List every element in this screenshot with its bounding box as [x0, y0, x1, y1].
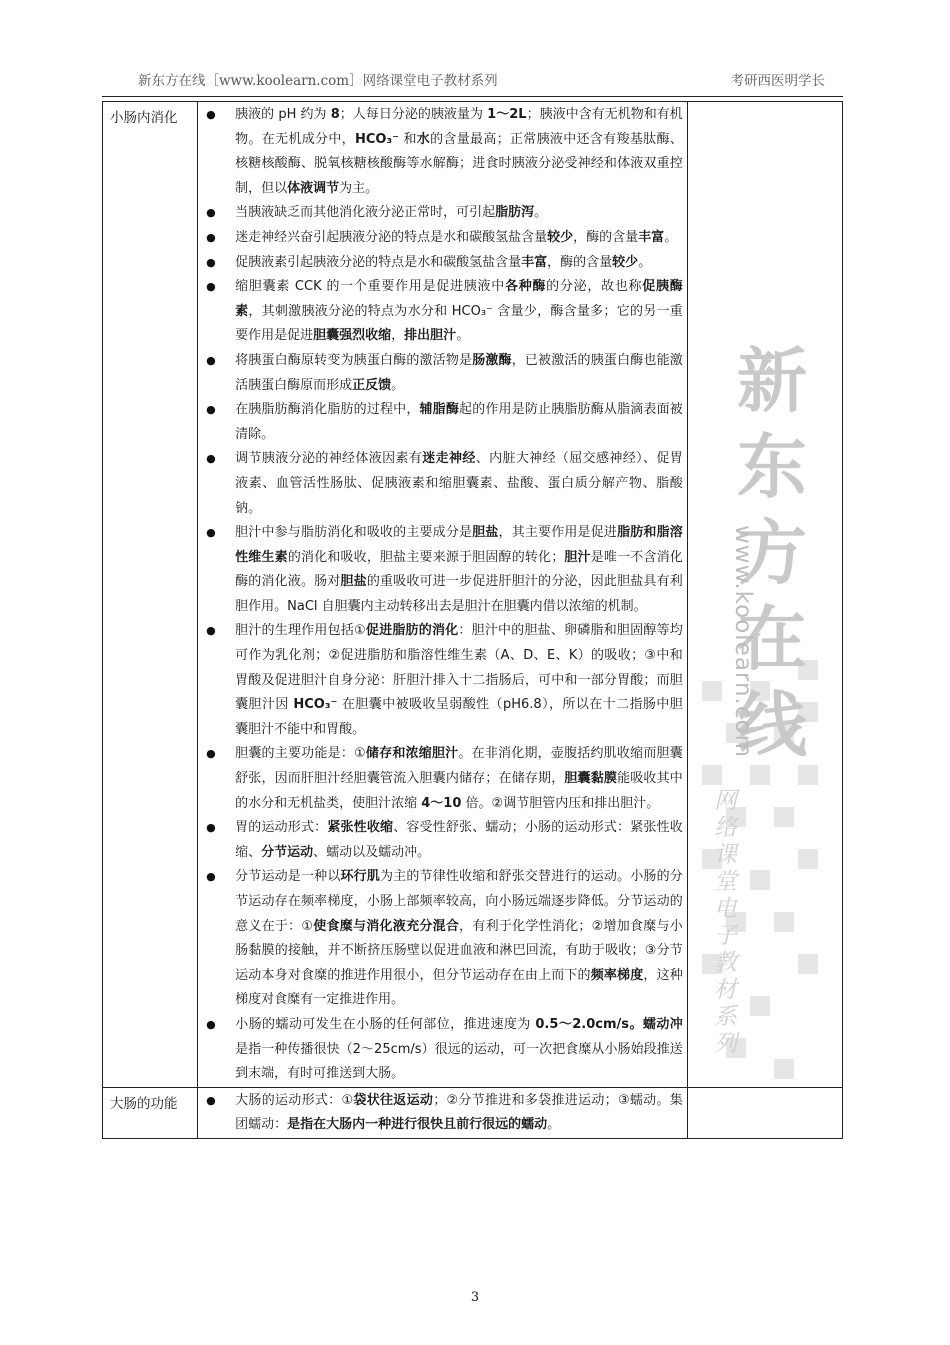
checker-square	[774, 807, 794, 827]
watermark-url: www.koolearn.com	[730, 525, 756, 758]
bullet-point	[198, 349, 683, 398]
emphasis-text: 体液调节	[287, 180, 340, 196]
bullet-point	[198, 1013, 683, 1087]
bullet-point	[198, 619, 683, 742]
bullet-point	[198, 816, 683, 865]
checker-square	[750, 870, 770, 890]
text-run: 大肠的运动形式：①	[235, 1092, 354, 1108]
text-run: ，酶的含量	[547, 254, 613, 270]
emphasis-text: 8	[330, 107, 340, 122]
emphasis-text: 各种酶	[504, 279, 547, 295]
text-run: 的重吸收可进一步促进肝胆汁的分泌，因此胆盐具有利胆作用。NaCl 自胆囊内主动转移出去是胆汁在胆囊内借以浓缩的机制。	[235, 574, 683, 614]
emphasis-text: 丰富	[521, 254, 548, 270]
bullet-list	[198, 102, 687, 1087]
emphasis-text: 胆汁	[564, 549, 591, 565]
text-run: 调节胰液分泌的神经体液因素有	[235, 451, 423, 467]
text-run: ，已被激活的胰蛋白酶也能激活胰蛋白酶原而形成	[235, 352, 683, 393]
bullet-point	[198, 251, 683, 276]
text-run: ，这种梯度对食糜有一定推进作用。	[235, 967, 683, 1008]
emphasis-text: 促进脂肪的消化	[365, 623, 459, 639]
bullet-point	[198, 742, 683, 816]
text-run: 的分泌，故也称	[546, 279, 643, 295]
text-run: 。	[638, 254, 652, 270]
emphasis-text: 是指在大肠内一种进行很快且前行很远的蠕动	[287, 1117, 548, 1133]
section-title: 大肠的功能	[110, 1095, 178, 1112]
text-run: ：胆汁中的胆盐、卵磷脂和胆固醇等均可作为乳化剂；②促进脂肪和脂溶性维生素（A、D、E、K）的吸收；③中和胃酸及促进胆汁自身分泌：肝胆汁排入十二指肠后，可中和一部分胃酸；而胆囊胆汁因	[235, 623, 683, 713]
text-run: 。	[534, 205, 548, 221]
checker-square	[750, 996, 770, 1016]
page-header	[102, 66, 843, 97]
emphasis-text: 频率梯度	[590, 967, 644, 983]
checker-square	[798, 849, 818, 869]
bullet-point	[198, 275, 683, 349]
checker-square	[774, 912, 794, 932]
text-run: ；人每日分泌的胰液量为	[339, 107, 488, 122]
text-run: ，	[391, 328, 405, 344]
emphasis-text: 脂肪和脂溶性维生素	[235, 525, 683, 565]
section-row	[103, 1087, 843, 1138]
text-run: 胆汁的生理作用包括①	[235, 623, 366, 639]
text-run: 。	[664, 229, 678, 245]
text-run: 为主。	[339, 180, 379, 196]
text-run: 是唯一不含消化酶的消化液。肠对	[235, 549, 683, 590]
text-run: 胰液的 pH 约为	[235, 107, 331, 122]
watermark-series: 网络课堂电子教材系列	[710, 788, 736, 1058]
emphasis-text: 迷走神经	[422, 451, 476, 467]
text-run: 的含量最高；正常胰液中还含有羧基肽酶、核糖核酸酶、脱氧核糖核酸酶等水解酶；进食时胰液分泌受神经和体液双重控制，但以	[235, 131, 683, 196]
text-run: 。	[456, 328, 470, 344]
emphasis-text: 丰富	[638, 229, 665, 245]
text-run: ，其刺激胰液分泌的特点为水分和 HCO₃⁻ 含量少，酶含量多；它的另一重要作用是促进	[235, 303, 683, 344]
emphasis-text: 正反馈	[352, 377, 392, 393]
emphasis-text: 脂肪泻	[495, 205, 535, 221]
text-run: ；②分节推进和多袋推进运动；③蠕动。集团蠕动：	[235, 1092, 683, 1133]
emphasis-text: 促胰酶素	[235, 279, 683, 319]
text-run: 和	[399, 131, 417, 147]
emphasis-text: 辅脂酶	[419, 402, 460, 418]
emphasis-text: 环行肌	[340, 869, 381, 885]
bullet-point	[198, 447, 683, 521]
emphasis-text: 紧张性收缩	[327, 820, 394, 836]
text-run: ，其主要作用是促进	[498, 525, 618, 541]
checker-square	[798, 765, 818, 785]
emphasis-text: 较少	[547, 229, 574, 245]
header-series-title: 新东方在线［www.koolearn.com］网络课堂电子教材系列	[138, 73, 498, 89]
header-author: 考研西医明学长	[730, 73, 825, 89]
text-run: 倍。②调节胆管内压和排出胆汁。	[461, 795, 660, 811]
checker-square	[774, 1059, 794, 1079]
emphasis-text: 0.5～2.0cm/s。蠕动冲	[535, 1016, 683, 1032]
bullet-point	[198, 865, 683, 1013]
text-run: ；胰液中含有无机物和有机物。在无机成分中，	[235, 107, 683, 147]
bullet-point	[198, 398, 683, 447]
bullet-list	[198, 1088, 687, 1138]
emphasis-text: 使食糜与消化液充分混合	[313, 918, 460, 934]
text-run: 能吸收其中的水分和无机盐类，使胆汁浓缩	[235, 771, 683, 811]
emphasis-text: 水	[416, 131, 431, 147]
text-run: 。	[547, 1117, 561, 1133]
emphasis-text: 4～10	[421, 795, 462, 811]
text-run: 将胰蛋白酶原转变为胰蛋白酶的激活物是	[235, 352, 473, 368]
text-run: 起的作用是防止胰脂肪酶从脂滴表面被清除。	[235, 402, 683, 442]
emphasis-text: 胆盐	[340, 574, 367, 590]
emphasis-text: 储存和浓缩胆汁	[365, 746, 459, 762]
text-run: 是指一种传播很快（2～25cm/s）很远的运动，可一次把食糜从小肠始段推送到末端，有时可推送到大肠。	[235, 1041, 683, 1082]
text-run: 。	[391, 377, 405, 393]
emphasis-text: 袋状往返运动	[353, 1092, 434, 1108]
text-run: 迷走神经兴奋引起胰液分泌的特点是水和碳酸氢盐含量	[235, 229, 548, 245]
emphasis-text: HCO₃⁻	[354, 131, 399, 147]
bullet-point	[198, 521, 683, 619]
emphasis-text: 分节运动	[261, 844, 314, 860]
emphasis-text: 肠激酶	[472, 352, 512, 368]
text-run: 当胰液缺乏而其他消化液分泌正常时，可引起	[235, 205, 496, 221]
bullet-point	[198, 1089, 683, 1138]
section-topic-cell	[103, 1087, 198, 1138]
text-run: 的消化和吸收，胆盐主要来源于胆固醇的转化；	[287, 549, 565, 565]
text-run: 胆囊的主要功能是：①	[235, 746, 366, 762]
section-topic-cell	[103, 102, 198, 1088]
emphasis-text: 胆囊强烈收缩	[313, 328, 392, 344]
emphasis-text: 较少	[612, 254, 639, 270]
emphasis-text: 胆盐	[472, 525, 499, 541]
emphasis-text: 胆囊黏膜	[564, 771, 618, 787]
text-run: 促胰液素引起胰液分泌的特点是水和碳酸氢盐含量	[235, 254, 522, 270]
text-run: ，酶的含量	[573, 229, 639, 245]
bullet-point	[198, 201, 683, 226]
text-run: ，有利于化学性消化；②增加食糜与小肠黏膜的接触，并不断挤压肠壁以促进血液和淋巴回流，有助于吸收；③分节运动本身对食糜的推进作用很小，但分节运动存在由上而下的	[235, 918, 683, 983]
watermark-brand: 新东方在线	[737, 339, 807, 766]
text-run: 胃的运动形式：	[235, 820, 328, 836]
section-content-cell	[198, 1087, 688, 1138]
text-run: 在胰脂肪酶消化脂肪的过程中，	[235, 402, 420, 418]
notes-cell	[687, 1087, 842, 1138]
text-run: 、蠕动以及蠕动冲。	[313, 844, 431, 860]
text-run: 、内脏大神经（屈交感神经）、促胃液素、血管活性肠肽、促胰液素和缩胆囊素、盐酸、蛋白质分解产物、脂酸钠。	[235, 451, 683, 516]
text-run: 分节运动是一种以	[235, 869, 341, 885]
checker-square	[798, 954, 818, 974]
page-number: 3	[470, 1290, 480, 1305]
bullet-point	[198, 226, 683, 251]
text-run: 缩胆囊素 CCK 的一个重要作用是促进胰液中	[235, 279, 505, 295]
section-content-cell	[198, 102, 688, 1088]
emphasis-text: 排出胆汁	[404, 328, 457, 344]
section-title: 小肠内消化	[110, 110, 178, 126]
text-run: 在胆囊中被吸收呈弱酸性（pH6.8），所以在十二指肠中胆囊胆汁不能中和胃酸。	[235, 697, 683, 737]
emphasis-text: HCO₃⁻	[293, 697, 338, 713]
text-run: 、容受性舒张、蠕动；小肠的运动形式：紧张性收缩、	[235, 820, 683, 860]
text-run: 小肠的蠕动可发生在小肠的任何部位，推进速度为	[235, 1016, 536, 1032]
text-run: 胆汁中参与脂肪消化和吸收的主要成分是	[235, 525, 473, 541]
text-run: 。在非消化期，壶腹括约肌收缩而胆囊舒张，因而肝胆汁经胆囊管流入胆囊内储存；在储存期，	[235, 746, 683, 787]
text-run: 为主的节律性收缩和舒张交替进行的运动。小肠的分节运动存在频率梯度，小肠上部频率较高，向小肠远端逐步降低。分节运动的意义在于：①	[235, 869, 683, 934]
bullet-point	[198, 103, 683, 201]
emphasis-text: 1～2L	[487, 107, 527, 122]
